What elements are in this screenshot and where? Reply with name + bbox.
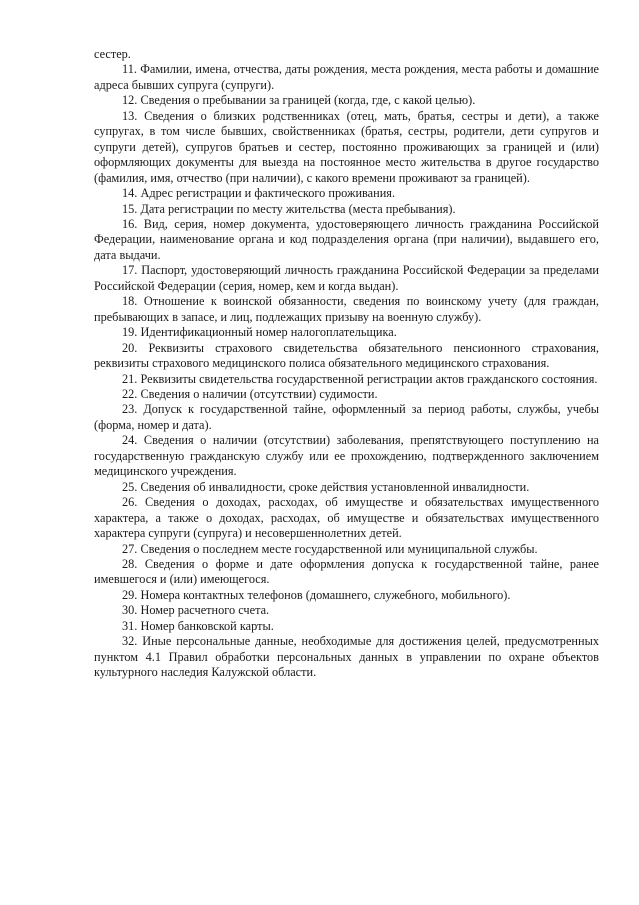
paragraph-item-16: 16. Вид, серия, номер документа, удостоверяющего личность гражданина Российской Федерации, наименование органа и код подразделения органа (при наличии), выдавшего его, дата выдачи. [94,216,599,262]
paragraph-item-30: 30. Номер расчетного счета. [122,603,270,618]
paragraph-item-29: 29. Номера контактных телефонов (домашнего, служебного, мобильного). [122,587,511,602]
paragraph-continuation: сестер. [94,47,131,61]
paragraph-item-25: 25. Сведения об инвалидности, сроке действия установленной инвалидности. [122,479,530,494]
paragraph-item-31: 31. Номер банковской карты. [122,618,274,633]
paragraph-item-13: 13. Сведения о близких родственниках (отец, мать, братья, сестры и дети), а также супругах, в том числе бывших, свойственниках (братья, сестры, родители, дети супругов и супруги детей), супругов братьев и сестер, постоянно проживающих за границей и (или) оформляющих документы для выезда на постоянное место жительства в другое государство (фамилия, имя, отчество (при наличии), с какого времени проживают за границей). [94,108,599,185]
paragraph-item-23: 23. Допуск к государственной тайне, оформленный за период работы, службы, учебы (форма, номер и дата). [94,402,599,432]
paragraph-item-26: 26. Сведения о доходах, расходах, об имуществе и обязательствах имущественного характера, а также о доходах, расходах, об имуществе и обязательствах имущественного характера супруги (супруга) и несовершеннолетних детей. [94,495,599,541]
paragraph-item-21: 21. Реквизиты свидетельства государственной регистрации актов гражданского состояния. [122,371,598,386]
paragraph-item-28: 28. Сведения о форме и дате оформления допуска к государственной тайне, ранее имевшегося и (или) имеющегося. [94,556,599,587]
paragraph-item-17: 17. Паспорт, удостоверяющий личность гражданина Российской Федерации за пределами Российской Федерации (серия, номер, кем и когда выдан). [94,263,599,293]
document-body [94,47,599,681]
paragraph-item-18: 18. Отношение к воинской обязанности, сведения по воинскому учету (для граждан, пребывающих в запасе, и лиц, подлежащих призыву на военную службу). [94,294,599,324]
paragraph-item-20: 20. Реквизиты страхового свидетельства обязательного пенсионного страхования, реквизиты страхового медицинского полиса обязательного медицинского страхования. [94,340,599,371]
paragraph-item-14: 14. Адрес регистрации и фактического проживания. [122,186,396,201]
paragraph-item-19: 19. Идентификационный номер налогоплательщика. [122,325,397,340]
paragraph-item-24: 24. Сведения о наличии (отсутствии) заболевания, препятствующего поступлению на государственную гражданскую службу или ее прохождению, подтвержденного заключением медицинского учреждения. [94,433,599,479]
paragraph-item-12: 12. Сведения о пребывании за границей (когда, где, с какой целью). [122,93,476,108]
paragraph-item-27: 27. Сведения о последнем месте государственной или муниципальной службы. [122,541,538,556]
paragraph-item-11: 11. Фамилии, имена, отчества, даты рождения, места рождения, места работы и домашние адреса бывших супруга (супруги). [94,62,599,92]
paragraph-item-15: 15. Дата регистрации по месту жительства (места пребывания). [122,201,456,216]
paragraph-item-22: 22. Сведения о наличии (отсутствии) судимости. [122,386,378,401]
paragraph-item-32: 32. Иные персональные данные, необходимые для достижения целей, предусмотренных пунктом 4.1 Правил обработки персональных данных в управлении по охране объектов культурного наследия Калужской области. [94,634,599,680]
